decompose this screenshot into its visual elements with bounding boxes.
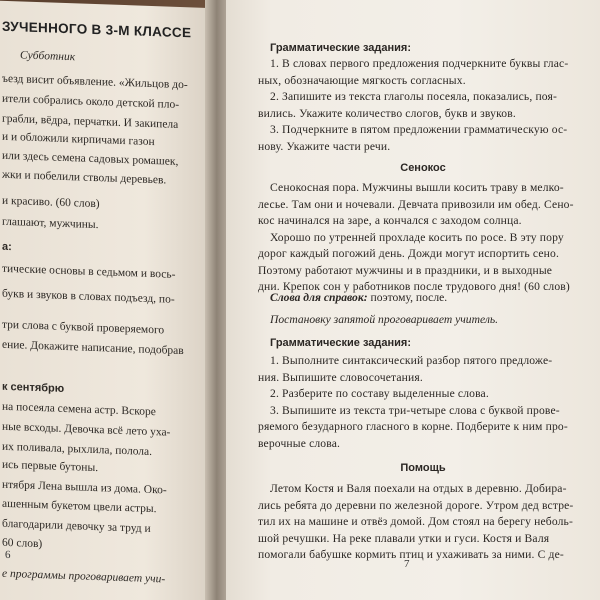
left-page-line: 60 слов) (2, 536, 43, 551)
left-page-header: ЗУЧЕННОГО В 3-М КЛАССЕ (2, 18, 192, 41)
right-page-number: 7 (404, 558, 410, 570)
text3-line: тил их на машине и отвёз домой. Дом стоял на берегу неболь- (258, 515, 573, 528)
task1-line: нову. Укажите части речи. (258, 139, 391, 153)
text2-line: Поэтому работают мужчины и в праздники, и в выходные (258, 263, 553, 277)
left-page-line: ашенным букетом цвели астры. (2, 497, 157, 516)
text2-line: кос начинался на заре, а кончался с заходом солнца. (258, 214, 522, 227)
reference-label: Слова для справок: (270, 291, 368, 304)
title-pomosch: Помощь (400, 462, 446, 474)
task2-line: 3. Выпишите из текста три-четыре слова с буквой прове- (270, 403, 560, 417)
left-page-line: букв и звуков в словах подъезд, по- (2, 287, 175, 306)
left-page-line: а: (2, 240, 12, 254)
task2-heading: Грамматические задания: (270, 337, 411, 349)
text2-line: лесье. Там они и ночевали. Девчата привозили им обед. Сено- (258, 197, 574, 211)
task1-heading: Грамматические задания: (270, 42, 411, 54)
left-page-line: грабли, вёдра, перчатки. И закипела (2, 112, 179, 131)
text3-line: Летом Костя и Валя поехали на отдых в деревню. Добира- (270, 482, 567, 495)
left-page-line: нтября Лена вышла из дома. Око- (2, 478, 167, 497)
left-page-line: благодарили девочку за труд и (2, 517, 151, 535)
left-page-line: е программы проговаривает учи- (2, 567, 166, 586)
task2-line: ряемого безударного гласного в корне. Подберите к ним про- (258, 420, 568, 433)
text2-line: Сенокосная пора. Мужчины вышли косить траву в мелко- (270, 181, 564, 194)
task1-line: ных, обозначающие мягкость согласных. (258, 73, 466, 87)
text2-line: дни. Крепок сон у работников после трудового дня! (60 слов) (258, 280, 570, 293)
left-page-line: на посеяла семена астр. Вскоре (2, 400, 156, 419)
text3-line: лись ребята до деревни по железной дороге. Утром дед встре- (258, 498, 574, 512)
task2-line: ния. Выпишите словосочетания. (258, 370, 423, 384)
task1-line: 1. В словах первого предложения подчеркните буквы глас- (270, 57, 569, 70)
task1-line: 3. Подчеркните в пятом предложении грамматическую ос- (270, 123, 568, 136)
left-page-line: к сентябрю (2, 380, 65, 395)
left-page-line: ение. Докажите написание, подобрав (2, 338, 184, 358)
left-page (0, 0, 215, 600)
text3-line: шой речушки. На реке плавали утки и гуси. Костя и Валя (258, 531, 550, 545)
left-page-line: ъезд висит объявление. «Жильцов до- (2, 72, 188, 92)
left-page-line: жки и побелили стволы деревьев. (2, 168, 167, 187)
task2-line: верочные слова. (258, 436, 341, 450)
text2-line: Хорошо по утренней прохладе косить по росе. В эту пору (270, 230, 564, 244)
teacher-note: Постановку запятой проговаривает учитель. (270, 313, 499, 326)
title-senokos: Сенокос (400, 162, 446, 174)
left-page-line: и и обложили кирпичами газон (2, 130, 155, 149)
left-page-title: Субботник (20, 49, 76, 64)
task1-line: 2. Запишите из текста глаголы посеяла, показались, поя- (270, 90, 558, 103)
task2-line: 1. Выполните синтаксический разбор пятого предложе- (270, 354, 553, 367)
left-page-line: ные всходы. Девочка всё лето уха- (2, 420, 171, 439)
right-page (226, 0, 600, 600)
reference-words: поэтому, после. (370, 291, 448, 304)
left-page-line: тические основы в седьмом и вось- (2, 262, 176, 281)
left-page-line: глашают, мужчины. (2, 215, 99, 232)
left-page-line: их поливала, рыхлила, полола. (2, 440, 153, 459)
left-page-line: ись первые бутоны. (2, 458, 99, 475)
task1-line: вились. Укажите количество слогов, букв и звуков. (258, 106, 516, 120)
left-page-line: и красиво. (60 слов) (2, 194, 100, 211)
left-page-number: 6 (5, 548, 11, 562)
left-page-line: ители собрались около детской пло- (2, 92, 180, 111)
text3-line: помогали бабушке кормить птиц и ухаживать за ними. С де- (258, 548, 564, 561)
task2-line: 2. Разберите по составу выделенные слова. (270, 387, 489, 400)
left-page-line: три слова с буквой проверяемого (2, 318, 165, 337)
left-page-line: или здесь семена садовых ромашек, (2, 149, 179, 168)
reference-line (270, 290, 600, 306)
text2-line: дорог каждый погожий день. Дожди могут испортить сено. (258, 247, 560, 260)
